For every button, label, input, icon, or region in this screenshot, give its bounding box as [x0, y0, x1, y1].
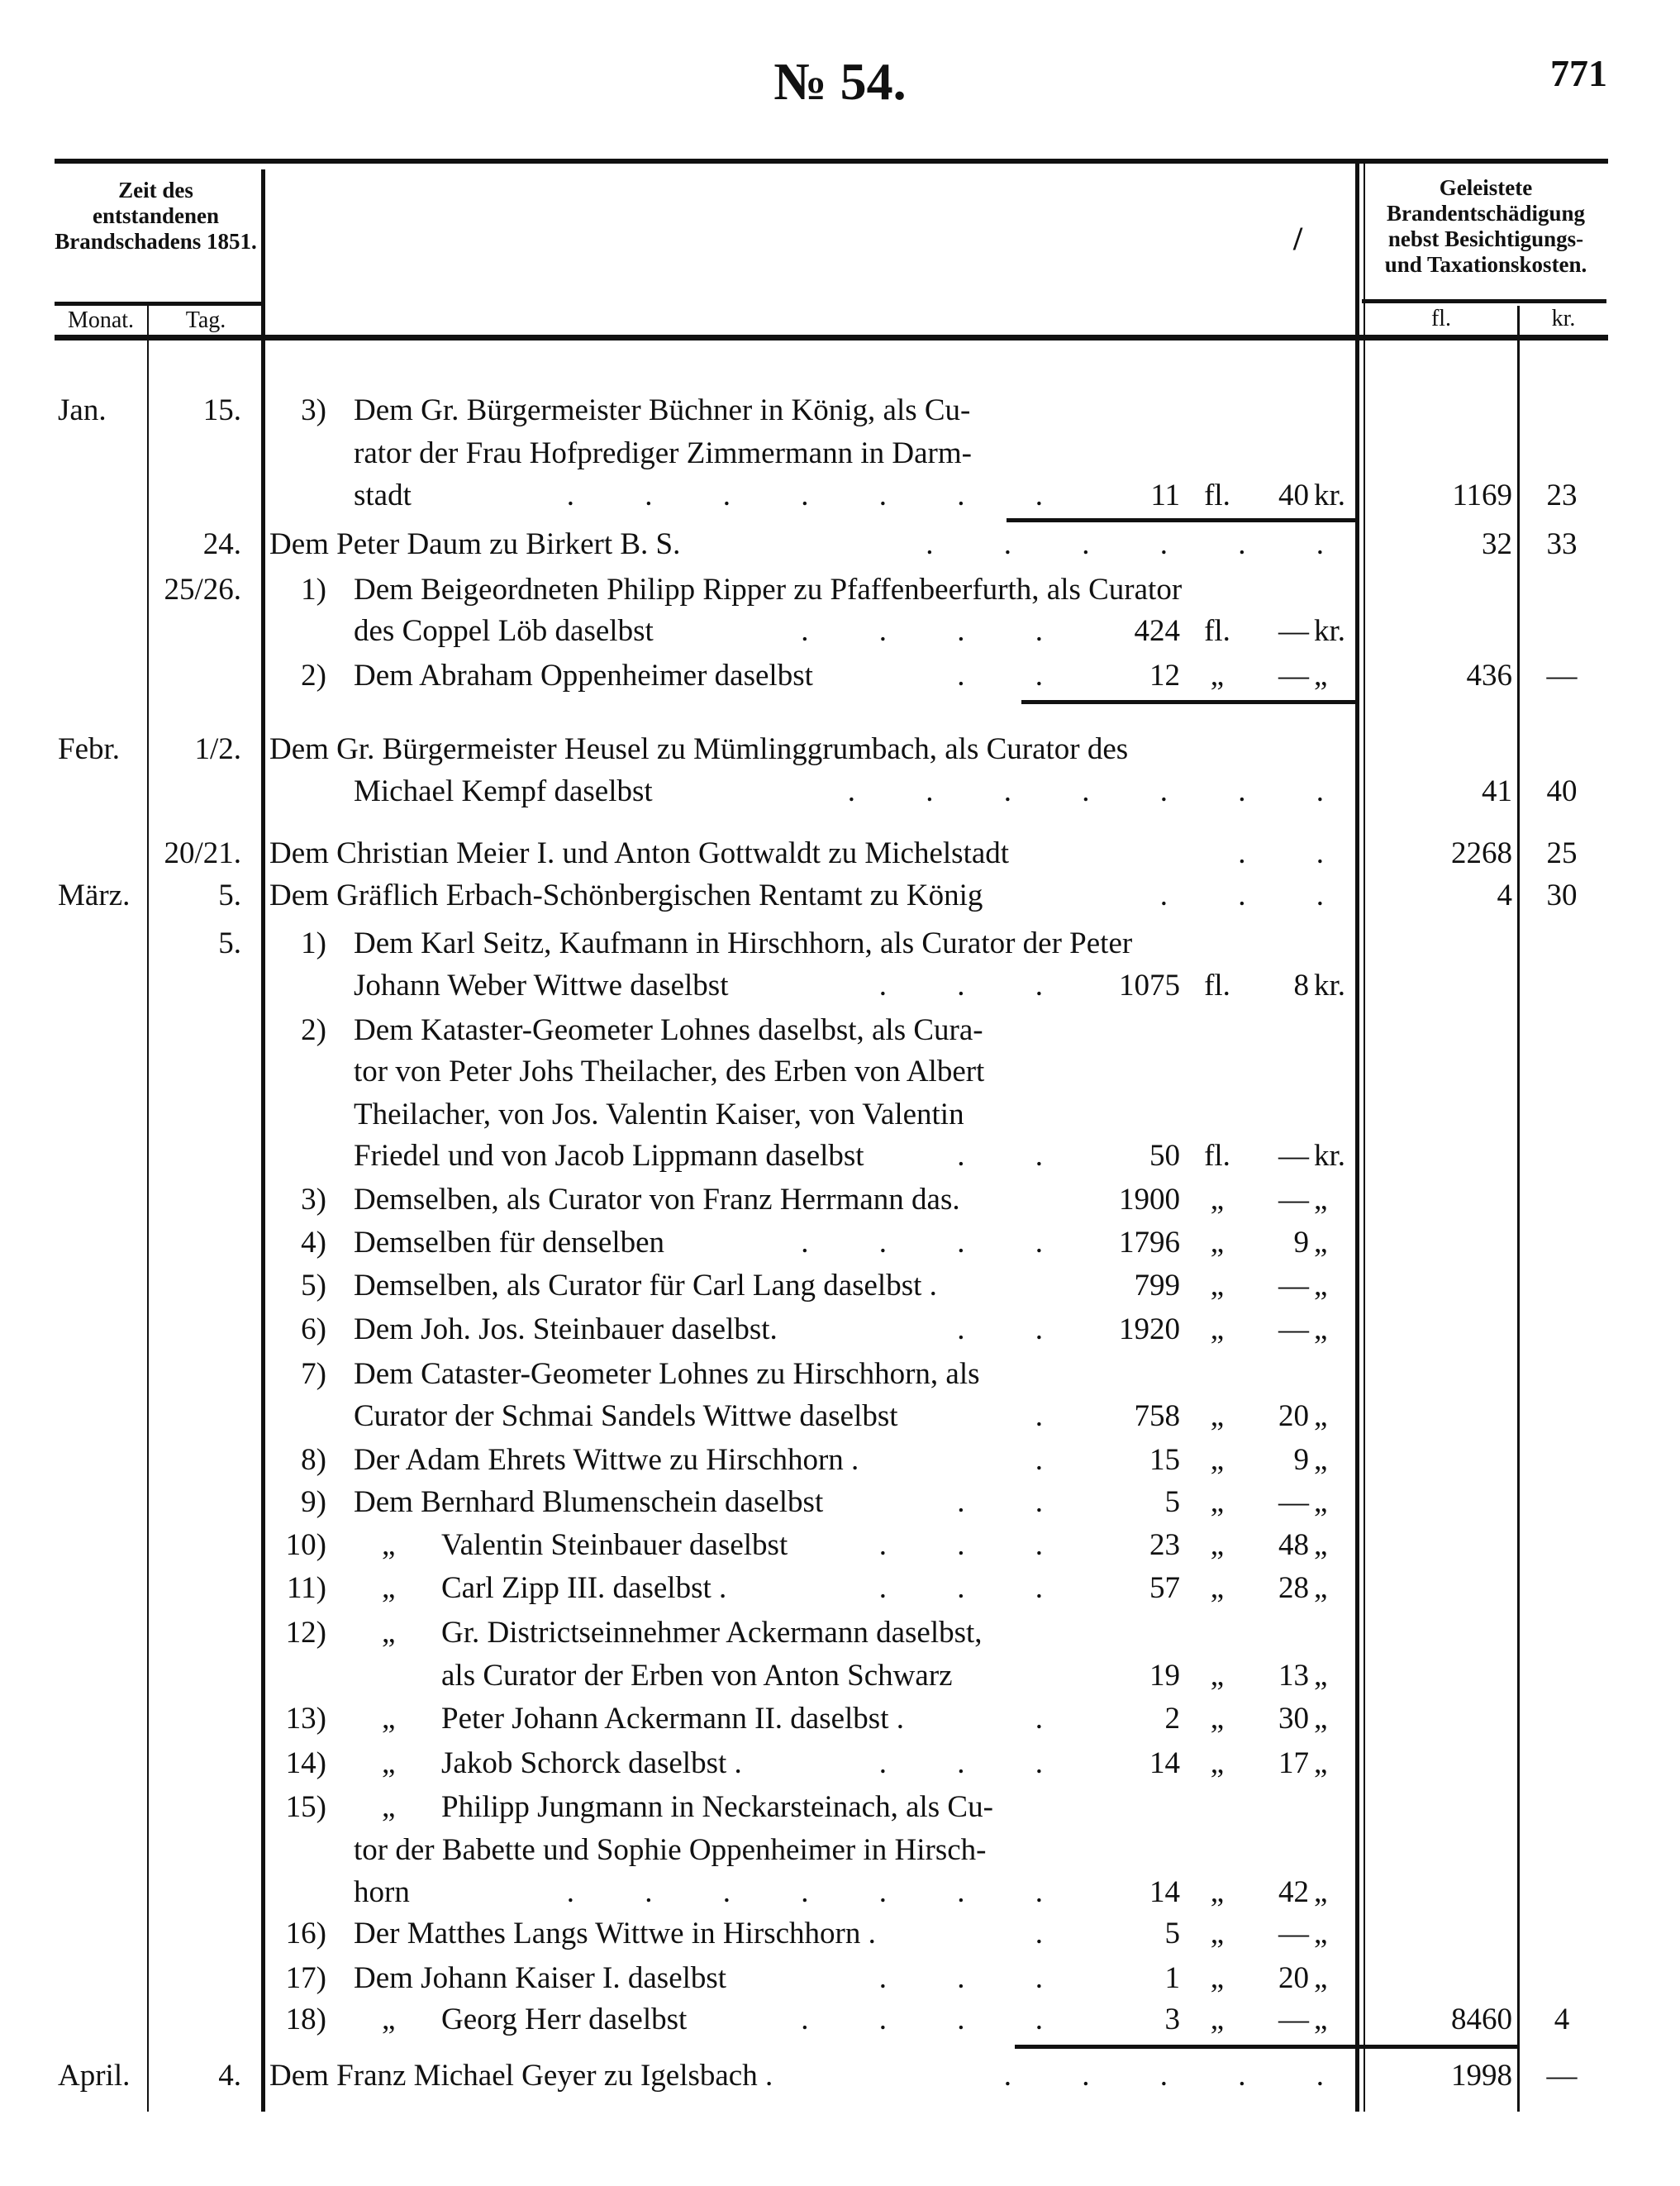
ledger-line: [0, 874, 1680, 917]
item-amount-fl: 14: [1149, 1875, 1180, 1909]
item-unit-fl: „: [1210, 1485, 1225, 1519]
item-unit-fl: „: [1210, 1571, 1225, 1605]
entry-text: Dem Peter Daum zu Birkert B. S.: [269, 527, 681, 561]
entry-text: Friedel und von Jacob Lippmann daselbst: [354, 1139, 864, 1173]
amount-subheader-rule: [1362, 299, 1606, 303]
item-unit-kr: „: [1314, 1746, 1328, 1780]
ledger-line: [0, 523, 1680, 566]
total-fl: 32: [1482, 527, 1512, 561]
item-number: 18): [285, 2003, 326, 2036]
top-rule: [55, 159, 1608, 164]
ledger-line: [0, 1439, 1680, 1482]
item-unit-kr: „: [1314, 1528, 1328, 1562]
page-number: 771: [1550, 52, 1607, 94]
ditto-mark: „: [382, 1571, 396, 1605]
item-unit-fl: „: [1210, 2003, 1225, 2036]
ledger-line: [0, 432, 1680, 475]
amount-column-header: Geleistete Brandentschädigung nebst Besichtigungs- und Taxationskosten.: [1384, 175, 1587, 277]
item-number: 5): [301, 1269, 326, 1303]
time-subheader-rule: [55, 302, 263, 306]
leader-dots: . .: [957, 1485, 1074, 1519]
ledger-line: [0, 1222, 1680, 1264]
leader-dots: .: [1035, 1917, 1074, 1950]
leader-dots: . . . .: [801, 1226, 1074, 1260]
entry-day: 4.: [218, 2059, 241, 2093]
item-unit-fl: „: [1210, 1702, 1225, 1736]
ditto-mark: „: [382, 1790, 396, 1824]
total-fl: 4: [1497, 879, 1512, 912]
total-kr: 25: [1546, 836, 1578, 870]
ditto-mark: „: [382, 1746, 396, 1780]
ditto-mark: „: [382, 1616, 396, 1650]
ledger-line: [0, 770, 1680, 813]
item-unit-fl: „: [1210, 1269, 1225, 1303]
ledger-line: [0, 1481, 1680, 1524]
ledger-line: [0, 1871, 1680, 1914]
entry-text: Dem Christian Meier I. und Anton Gottwaldt zu Michelstadt: [269, 836, 1010, 870]
item-unit-kr: „: [1314, 1399, 1328, 1433]
entry-text: als Curator der Erben von Anton Schwarz: [441, 1659, 953, 1693]
entry-text: tor der Babette und Sophie Oppenheimer in Hirsch-: [354, 1833, 987, 1867]
entry-month: März.: [58, 879, 131, 912]
ledger-line: [0, 2055, 1680, 2098]
item-unit-fl: „: [1210, 1961, 1225, 1995]
entry-month: April.: [58, 2059, 131, 2093]
item-number: 4): [301, 1226, 326, 1260]
entry-text: Johann Weber Wittwe daselbst: [354, 969, 729, 1003]
item-number: 12): [285, 1616, 326, 1650]
total-fl: 2268: [1451, 836, 1512, 870]
item-amount-fl: 1: [1164, 1961, 1180, 1995]
item-number: 17): [285, 1961, 326, 1995]
item-number: 1): [301, 573, 326, 607]
subtotal-rule-3: [1015, 2045, 1517, 2049]
item-unit-kr: „: [1314, 1269, 1328, 1303]
ledger-line: [0, 1353, 1680, 1396]
item-amount-fl: 1920: [1119, 1312, 1180, 1346]
ledger-line: [0, 1524, 1680, 1567]
item-unit-fl: „: [1210, 1528, 1225, 1562]
total-kr: 23: [1546, 479, 1578, 512]
item-number: 2): [301, 659, 326, 693]
entry-text: Carl Zipp III. daselbst .: [441, 1571, 727, 1605]
entry-month: Febr.: [58, 732, 121, 766]
item-amount-kr: 40: [1278, 479, 1309, 512]
ledger-line: [0, 1698, 1680, 1741]
entry-text: horn: [354, 1875, 410, 1909]
kr-column-header: kr.: [1551, 306, 1576, 331]
entry-text: Dem Kataster-Geometer Lohnes daselbst, als Cura-: [354, 1013, 983, 1047]
entry-day: 1/2.: [194, 732, 241, 766]
entry-text: Georg Herr daselbst: [441, 2003, 688, 2036]
item-amount-fl: 2: [1164, 1702, 1180, 1736]
month-column-header: Monat.: [67, 307, 135, 333]
item-amount-kr: —: [1278, 1312, 1309, 1346]
entry-text: Jakob Schorck daselbst .: [441, 1746, 742, 1780]
ledger-line: [0, 1264, 1680, 1307]
item-amount-kr: 20: [1278, 1961, 1309, 1995]
item-number: 16): [285, 1917, 326, 1950]
item-unit-kr: „: [1314, 1917, 1328, 1950]
total-fl: 41: [1482, 774, 1512, 808]
item-amount-fl: 50: [1149, 1139, 1180, 1173]
item-amount-fl: 12: [1149, 659, 1180, 693]
ledger-line: [0, 1308, 1680, 1351]
entry-text: Gr. Districtseinnehmer Ackermann daselbst,: [441, 1616, 983, 1650]
item-amount-kr: —: [1278, 614, 1309, 648]
time-column-header: Zeit des entstandenen Brandschadens 1851.: [55, 178, 257, 254]
ditto-mark: „: [382, 2003, 396, 2036]
item-amount-fl: 3: [1164, 2003, 1180, 2036]
entry-text: stadt: [354, 479, 412, 512]
ledger-line: [0, 1742, 1680, 1785]
total-kr: 4: [1554, 2003, 1570, 2036]
entry-text: Theilacher, von Jos. Valentin Kaiser, von Valentin: [354, 1098, 964, 1131]
item-unit-fl: „: [1210, 659, 1225, 693]
entry-text: Der Matthes Langs Wittwe in Hirschhorn .: [354, 1917, 876, 1950]
item-unit-kr: „: [1314, 1961, 1328, 1995]
item-number: 2): [301, 1013, 326, 1047]
item-number: 11): [287, 1571, 326, 1605]
item-amount-fl: 1900: [1119, 1183, 1180, 1217]
item-amount-kr: 13: [1278, 1659, 1309, 1693]
ledger-line: [0, 964, 1680, 1007]
item-amount-fl: 57: [1149, 1571, 1180, 1605]
ditto-mark: „: [382, 1528, 396, 1562]
header-bottom-rule: [55, 335, 1608, 341]
entry-day: 5.: [218, 879, 241, 912]
entry-text: Dem Franz Michael Geyer zu Igelsbach .: [269, 2059, 773, 2093]
item-unit-kr: „: [1314, 1659, 1328, 1693]
item-unit-fl: fl.: [1204, 614, 1230, 648]
leader-dots: . . .: [1159, 879, 1355, 912]
ledger-line: [0, 728, 1680, 771]
ledger-line: [0, 1009, 1680, 1052]
leader-dots: . .: [1238, 836, 1355, 870]
item-amount-kr: 42: [1278, 1875, 1309, 1909]
item-number: 3): [301, 393, 326, 427]
item-amount-kr: 48: [1278, 1528, 1309, 1562]
entry-text: Dem Johann Kaiser I. daselbst: [354, 1961, 727, 1995]
entry-month: Jan.: [58, 393, 107, 427]
leader-dots: . . . .: [801, 2003, 1074, 2036]
leader-dots: . . .: [878, 969, 1074, 1003]
item-amount-fl: 758: [1134, 1399, 1180, 1433]
total-kr: —: [1546, 2059, 1578, 2093]
entry-text: Demselben, als Curator für Carl Lang daselbst .: [354, 1269, 937, 1303]
item-amount-fl: 1075: [1119, 969, 1180, 1003]
leader-dots: . . . . . . .: [566, 1875, 1074, 1909]
entry-text: Philipp Jungmann in Neckarsteinach, als Cu-: [441, 1790, 993, 1824]
leader-dots: . . . .: [801, 614, 1074, 648]
fl-column-header: fl.: [1430, 306, 1452, 331]
total-fl: 1169: [1452, 479, 1512, 512]
item-unit-kr: „: [1314, 1226, 1328, 1260]
ledger-line: [0, 1179, 1680, 1222]
leader-dots: . . .: [878, 1746, 1074, 1780]
entry-text: Dem Abraham Oppenheimer daselbst: [354, 659, 813, 693]
entry-text: Demselben, als Curator von Franz Herrmann das.: [354, 1183, 960, 1217]
ledger-line: [0, 569, 1680, 612]
leader-dots: . .: [957, 1139, 1074, 1173]
item-amount-kr: 8: [1293, 969, 1309, 1003]
item-number: 15): [285, 1790, 326, 1824]
item-amount-kr: 9: [1293, 1443, 1309, 1477]
item-amount-fl: 11: [1150, 479, 1180, 512]
leader-dots: . .: [957, 659, 1074, 693]
ledger-line: [0, 1912, 1680, 1955]
item-amount-kr: —: [1278, 659, 1309, 693]
ledger-line: [0, 1957, 1680, 2000]
entry-text: Dem Gr. Bürgermeister Büchner in König, als Cu-: [354, 393, 971, 427]
item-unit-fl: „: [1210, 1399, 1225, 1433]
ledger-line: [0, 474, 1680, 517]
item-unit-kr: kr.: [1314, 1139, 1346, 1173]
leader-dots: .: [1035, 1702, 1074, 1736]
total-fl: 436: [1466, 659, 1512, 693]
item-unit-kr: „: [1314, 1702, 1328, 1736]
item-number: 8): [301, 1443, 326, 1477]
total-kr: 40: [1546, 774, 1578, 808]
item-amount-fl: 14: [1149, 1746, 1180, 1780]
entry-text: tor von Peter Johs Theilacher, des Erben von Albert: [354, 1055, 985, 1088]
leader-dots: . . . . . . .: [566, 479, 1074, 512]
leader-dots: .: [1035, 1399, 1074, 1433]
page-title: № 54.: [773, 52, 907, 111]
ledger-line: [0, 1829, 1680, 1872]
entry-text: Peter Johann Ackermann II. daselbst .: [441, 1702, 904, 1736]
item-number: 3): [301, 1183, 326, 1217]
item-unit-fl: fl.: [1204, 969, 1230, 1003]
subtotal-rule-1: [1007, 518, 1357, 522]
entry-text: Curator der Schmai Sandels Wittwe daselbst: [354, 1399, 898, 1433]
leader-dots: . . . . . . .: [847, 774, 1355, 808]
item-amount-kr: 28: [1278, 1571, 1309, 1605]
item-number: 9): [301, 1485, 326, 1519]
item-number: 10): [285, 1528, 326, 1562]
entry-text: Dem Joh. Jos. Steinbauer daselbst.: [354, 1312, 778, 1346]
day-column-header: Tag.: [185, 307, 226, 333]
item-amount-kr: 30: [1278, 1702, 1309, 1736]
item-unit-fl: „: [1210, 1443, 1225, 1477]
item-unit-kr: kr.: [1314, 479, 1346, 512]
entry-text: des Coppel Löb daselbst: [354, 614, 654, 648]
entry-text: Dem Bernhard Blumenschein daselbst: [354, 1485, 824, 1519]
item-unit-kr: „: [1314, 1312, 1328, 1346]
leader-dots: . . . . .: [1003, 2059, 1355, 2093]
total-kr: 30: [1546, 879, 1578, 912]
ledger-line: [0, 1395, 1680, 1438]
ledger-line: [0, 832, 1680, 875]
leader-dots: . . . . . .: [926, 527, 1355, 561]
total-kr: —: [1546, 659, 1578, 693]
subtotal-rule-2: [1021, 700, 1357, 704]
item-amount-fl: 5: [1164, 1485, 1180, 1519]
ledger-line: [0, 1998, 1680, 2041]
item-amount-fl: 23: [1149, 1528, 1180, 1562]
item-unit-fl: „: [1210, 1746, 1225, 1780]
item-amount-fl: 5: [1164, 1917, 1180, 1950]
item-unit-kr: „: [1314, 2003, 1328, 2036]
item-unit-fl: „: [1210, 1917, 1225, 1950]
ledger-line: [0, 1135, 1680, 1178]
middle-mark: /: [1293, 220, 1303, 257]
item-number: 1): [301, 926, 326, 960]
entry-text: rator der Frau Hofprediger Zimmermann in Darm-: [354, 436, 972, 470]
item-amount-kr: 17: [1278, 1746, 1309, 1780]
total-fl: 1998: [1451, 2059, 1512, 2093]
ledger-line: [0, 1786, 1680, 1829]
entry-text: Dem Karl Seitz, Kaufmann in Hirschhorn, als Curator der Peter: [354, 926, 1133, 960]
item-unit-kr: „: [1314, 1443, 1328, 1477]
item-number: 6): [301, 1312, 326, 1346]
entry-text: Der Adam Ehrets Wittwe zu Hirschhorn .: [354, 1443, 859, 1477]
entry-day: 24.: [202, 527, 241, 561]
item-amount-fl: 424: [1134, 614, 1180, 648]
item-unit-fl: „: [1210, 1875, 1225, 1909]
ledger-line: [0, 1050, 1680, 1093]
item-number: 7): [301, 1357, 326, 1391]
item-unit-fl: „: [1210, 1659, 1225, 1693]
item-amount-kr: —: [1278, 1183, 1309, 1217]
item-unit-fl: „: [1210, 1226, 1225, 1260]
total-kr: 33: [1546, 527, 1578, 561]
item-amount-kr: 20: [1278, 1399, 1309, 1433]
entry-text: Dem Gr. Bürgermeister Heusel zu Mümlinggrumbach, als Curator des: [269, 732, 1129, 766]
item-amount-kr: —: [1278, 2003, 1309, 2036]
leader-dots: . . .: [878, 1528, 1074, 1562]
item-number: 13): [285, 1702, 326, 1736]
item-unit-fl: „: [1210, 1312, 1225, 1346]
item-amount-fl: 799: [1134, 1269, 1180, 1303]
item-unit-fl: fl.: [1204, 479, 1230, 512]
item-unit-kr: kr.: [1314, 969, 1346, 1003]
entry-text: Dem Cataster-Geometer Lohnes zu Hirschhorn, als: [354, 1357, 980, 1391]
ledger-line: [0, 1655, 1680, 1698]
item-unit-kr: „: [1314, 1571, 1328, 1605]
leader-dots: .: [1035, 1443, 1074, 1477]
item-amount-kr: 9: [1293, 1226, 1309, 1260]
entry-text: Dem Gräflich Erbach-Schönbergischen Rentamt zu König: [269, 879, 983, 912]
entry-day: 20/21.: [164, 836, 241, 870]
ledger-line: [0, 1567, 1680, 1610]
item-amount-kr: —: [1278, 1269, 1309, 1303]
ledger-line: [0, 1612, 1680, 1655]
ledger-line: [0, 655, 1680, 698]
ledger-line: [0, 610, 1680, 653]
entry-day: 15.: [202, 393, 241, 427]
entry-text: Dem Beigeordneten Philipp Ripper zu Pfaffenbeerfurth, als Curator: [354, 573, 1183, 607]
item-unit-fl: „: [1210, 1183, 1225, 1217]
entry-text: Valentin Steinbauer daselbst: [441, 1528, 788, 1562]
item-amount-fl: 1796: [1119, 1226, 1180, 1260]
leader-dots: . .: [957, 1312, 1074, 1346]
total-fl: 8460: [1451, 2003, 1512, 2036]
item-number: 14): [285, 1746, 326, 1780]
item-unit-kr: „: [1314, 1485, 1328, 1519]
item-unit-kr: kr.: [1314, 614, 1346, 648]
ledger-line: [0, 389, 1680, 432]
leader-dots: . . .: [878, 1961, 1074, 1995]
item-unit-kr: „: [1314, 659, 1328, 693]
entry-day: 5.: [218, 926, 241, 960]
item-unit-fl: fl.: [1204, 1139, 1230, 1173]
item-amount-fl: 15: [1149, 1443, 1180, 1477]
entry-day: 25/26.: [164, 573, 241, 607]
item-amount-kr: —: [1278, 1139, 1309, 1173]
ledger-line: [0, 922, 1680, 965]
ditto-mark: „: [382, 1702, 396, 1736]
ledger-line: [0, 1093, 1680, 1136]
leader-dots: . . .: [878, 1571, 1074, 1605]
item-amount-kr: —: [1278, 1485, 1309, 1519]
entry-text: Demselben für denselben: [354, 1226, 665, 1260]
item-unit-kr: „: [1314, 1183, 1328, 1217]
item-amount-fl: 19: [1149, 1659, 1180, 1693]
item-unit-kr: „: [1314, 1875, 1328, 1909]
item-amount-kr: —: [1278, 1917, 1309, 1950]
entry-text: Michael Kempf daselbst: [354, 774, 653, 808]
